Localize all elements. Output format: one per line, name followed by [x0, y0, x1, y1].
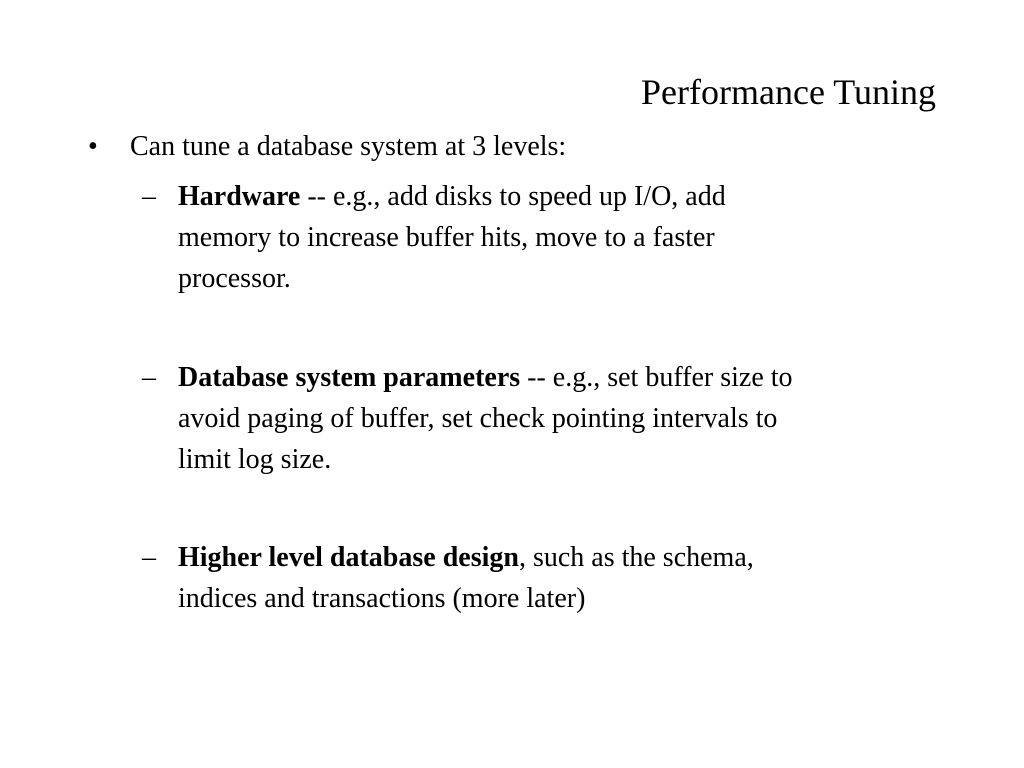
sub-item-hardware — [142, 176, 942, 299]
sub-item-line-3: limit log size. — [178, 444, 332, 475]
sub-item-line-1 — [178, 176, 938, 217]
sub-item-text: , such as the schema, — [518, 542, 754, 573]
dash-marker: – — [142, 542, 156, 573]
main-bullet-text: Can tune a database system at 3 levels: — [130, 131, 567, 162]
sub-item-term: Hardware — [178, 181, 301, 212]
sub-item-line-2: avoid paging of buffer, set check pointing intervals to — [178, 403, 778, 434]
sub-item-line-2: indices and transactions (more later) — [178, 583, 586, 614]
sub-item-line-1 — [178, 537, 938, 578]
bullet-marker: • — [88, 131, 98, 162]
slide-title: Performance Tuning — [641, 72, 936, 112]
sub-item-line-1 — [178, 357, 938, 398]
sub-item-line-3: processor. — [178, 263, 291, 294]
sub-item-line-2: memory to increase buffer hits, move to a faster — [178, 222, 715, 253]
sub-item-database-system-parameters — [142, 357, 942, 480]
main-bullet — [88, 129, 566, 165]
dash-marker: – — [142, 181, 156, 212]
dash-marker: – — [142, 362, 156, 393]
sub-item-term: Database system parameters — [178, 362, 521, 393]
sub-item-term: Higher level database design — [178, 542, 519, 573]
sub-item-text: -- e.g., add disks to speed up I/O, add — [300, 181, 726, 212]
sub-item-text: -- e.g., set buffer size to — [520, 362, 793, 393]
sub-item-higher-level-design — [142, 537, 942, 619]
